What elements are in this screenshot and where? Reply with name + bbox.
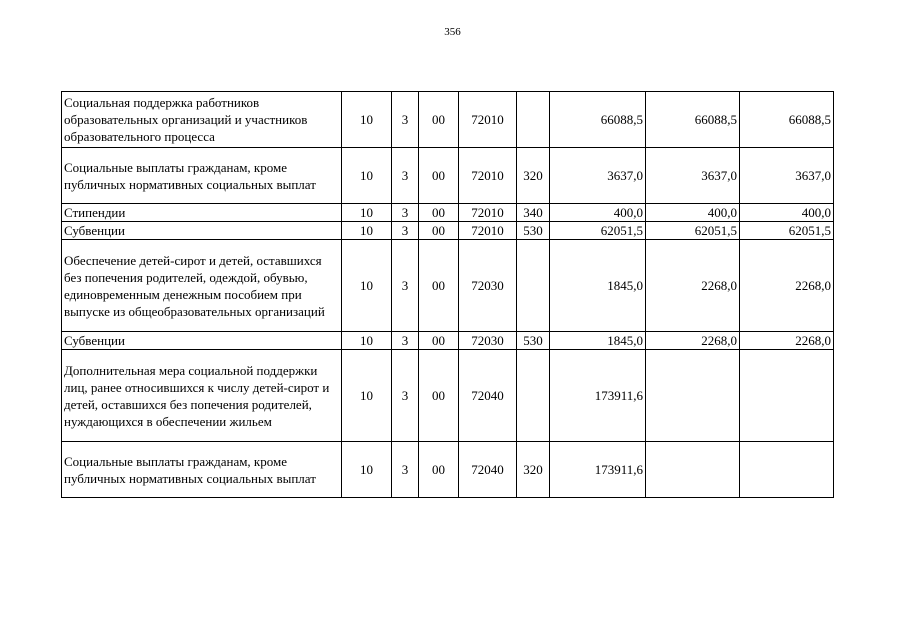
expense-type-code: 530: [517, 332, 550, 350]
subsection-code: 3: [392, 240, 419, 332]
target-code: 72030: [459, 332, 517, 350]
row-name: Дополнительная мера социальной поддержки лиц, ранее относившихся к числу детей-сирот и детей, оставшихся без попечения родителей, нуждающихся в обеспечении жильем: [62, 350, 342, 442]
amount-1: 173911,6: [550, 442, 646, 498]
table-row: [62, 148, 834, 204]
expense-type-code: 320: [517, 148, 550, 204]
table-row: [62, 350, 834, 442]
amount-1: 66088,5: [550, 92, 646, 148]
amount-1: 1845,0: [550, 240, 646, 332]
budget-table: [61, 91, 834, 498]
amount-2: 66088,5: [646, 92, 740, 148]
amount-2: 2268,0: [646, 332, 740, 350]
subsection-code: 3: [392, 204, 419, 222]
subsection-code: 3: [392, 350, 419, 442]
program-code: 00: [419, 240, 459, 332]
target-code: 72030: [459, 240, 517, 332]
amount-2: 62051,5: [646, 222, 740, 240]
target-code: 72010: [459, 92, 517, 148]
amount-3: 3637,0: [740, 148, 834, 204]
row-name: Обеспечение детей-сирот и детей, оставшихся без попечения родителей, одеждой, обувью, единовременным денежным пособием при выпуске из общеобразовательных организаций: [62, 240, 342, 332]
section-code: 10: [342, 148, 392, 204]
program-code: 00: [419, 442, 459, 498]
row-name: Субвенции: [62, 222, 342, 240]
subsection-code: 3: [392, 222, 419, 240]
amount-1: 62051,5: [550, 222, 646, 240]
table-row: [62, 204, 834, 222]
target-code: 72040: [459, 350, 517, 442]
section-code: 10: [342, 332, 392, 350]
table-row: [62, 222, 834, 240]
program-code: 00: [419, 92, 459, 148]
amount-3: [740, 442, 834, 498]
amount-3: 400,0: [740, 204, 834, 222]
table-row: [62, 240, 834, 332]
table-row: [62, 442, 834, 498]
row-name: Социальные выплаты гражданам, кроме публичных нормативных социальных выплат: [62, 442, 342, 498]
program-code: 00: [419, 350, 459, 442]
subsection-code: 3: [392, 148, 419, 204]
amount-3: 2268,0: [740, 332, 834, 350]
table-row: [62, 92, 834, 148]
section-code: 10: [342, 240, 392, 332]
expense-type-code: 320: [517, 442, 550, 498]
amount-2: [646, 350, 740, 442]
row-name: Стипендии: [62, 204, 342, 222]
expense-type-code: 530: [517, 222, 550, 240]
expense-type-code: [517, 92, 550, 148]
table-row: [62, 332, 834, 350]
row-name: Социальные выплаты гражданам, кроме публичных нормативных социальных выплат: [62, 148, 342, 204]
expense-type-code: [517, 350, 550, 442]
program-code: 00: [419, 148, 459, 204]
amount-1: 400,0: [550, 204, 646, 222]
amount-3: 62051,5: [740, 222, 834, 240]
section-code: 10: [342, 204, 392, 222]
page-number: 356: [444, 26, 461, 38]
expense-type-code: 340: [517, 204, 550, 222]
amount-1: 3637,0: [550, 148, 646, 204]
program-code: 00: [419, 204, 459, 222]
amount-2: 3637,0: [646, 148, 740, 204]
section-code: 10: [342, 222, 392, 240]
amount-3: [740, 350, 834, 442]
program-code: 00: [419, 222, 459, 240]
section-code: 10: [342, 442, 392, 498]
amount-1: 173911,6: [550, 350, 646, 442]
amount-2: 400,0: [646, 204, 740, 222]
section-code: 10: [342, 350, 392, 442]
row-name: Социальная поддержка работников образовательных организаций и участников образовательного процесса: [62, 92, 342, 148]
expense-type-code: [517, 240, 550, 332]
target-code: 72010: [459, 204, 517, 222]
subsection-code: 3: [392, 92, 419, 148]
amount-3: 2268,0: [740, 240, 834, 332]
target-code: 72040: [459, 442, 517, 498]
target-code: 72010: [459, 148, 517, 204]
amount-2: [646, 442, 740, 498]
amount-3: 66088,5: [740, 92, 834, 148]
target-code: 72010: [459, 222, 517, 240]
amount-2: 2268,0: [646, 240, 740, 332]
program-code: 00: [419, 332, 459, 350]
section-code: 10: [342, 92, 392, 148]
subsection-code: 3: [392, 332, 419, 350]
row-name: Субвенции: [62, 332, 342, 350]
subsection-code: 3: [392, 442, 419, 498]
amount-1: 1845,0: [550, 332, 646, 350]
table-body: [62, 92, 834, 498]
